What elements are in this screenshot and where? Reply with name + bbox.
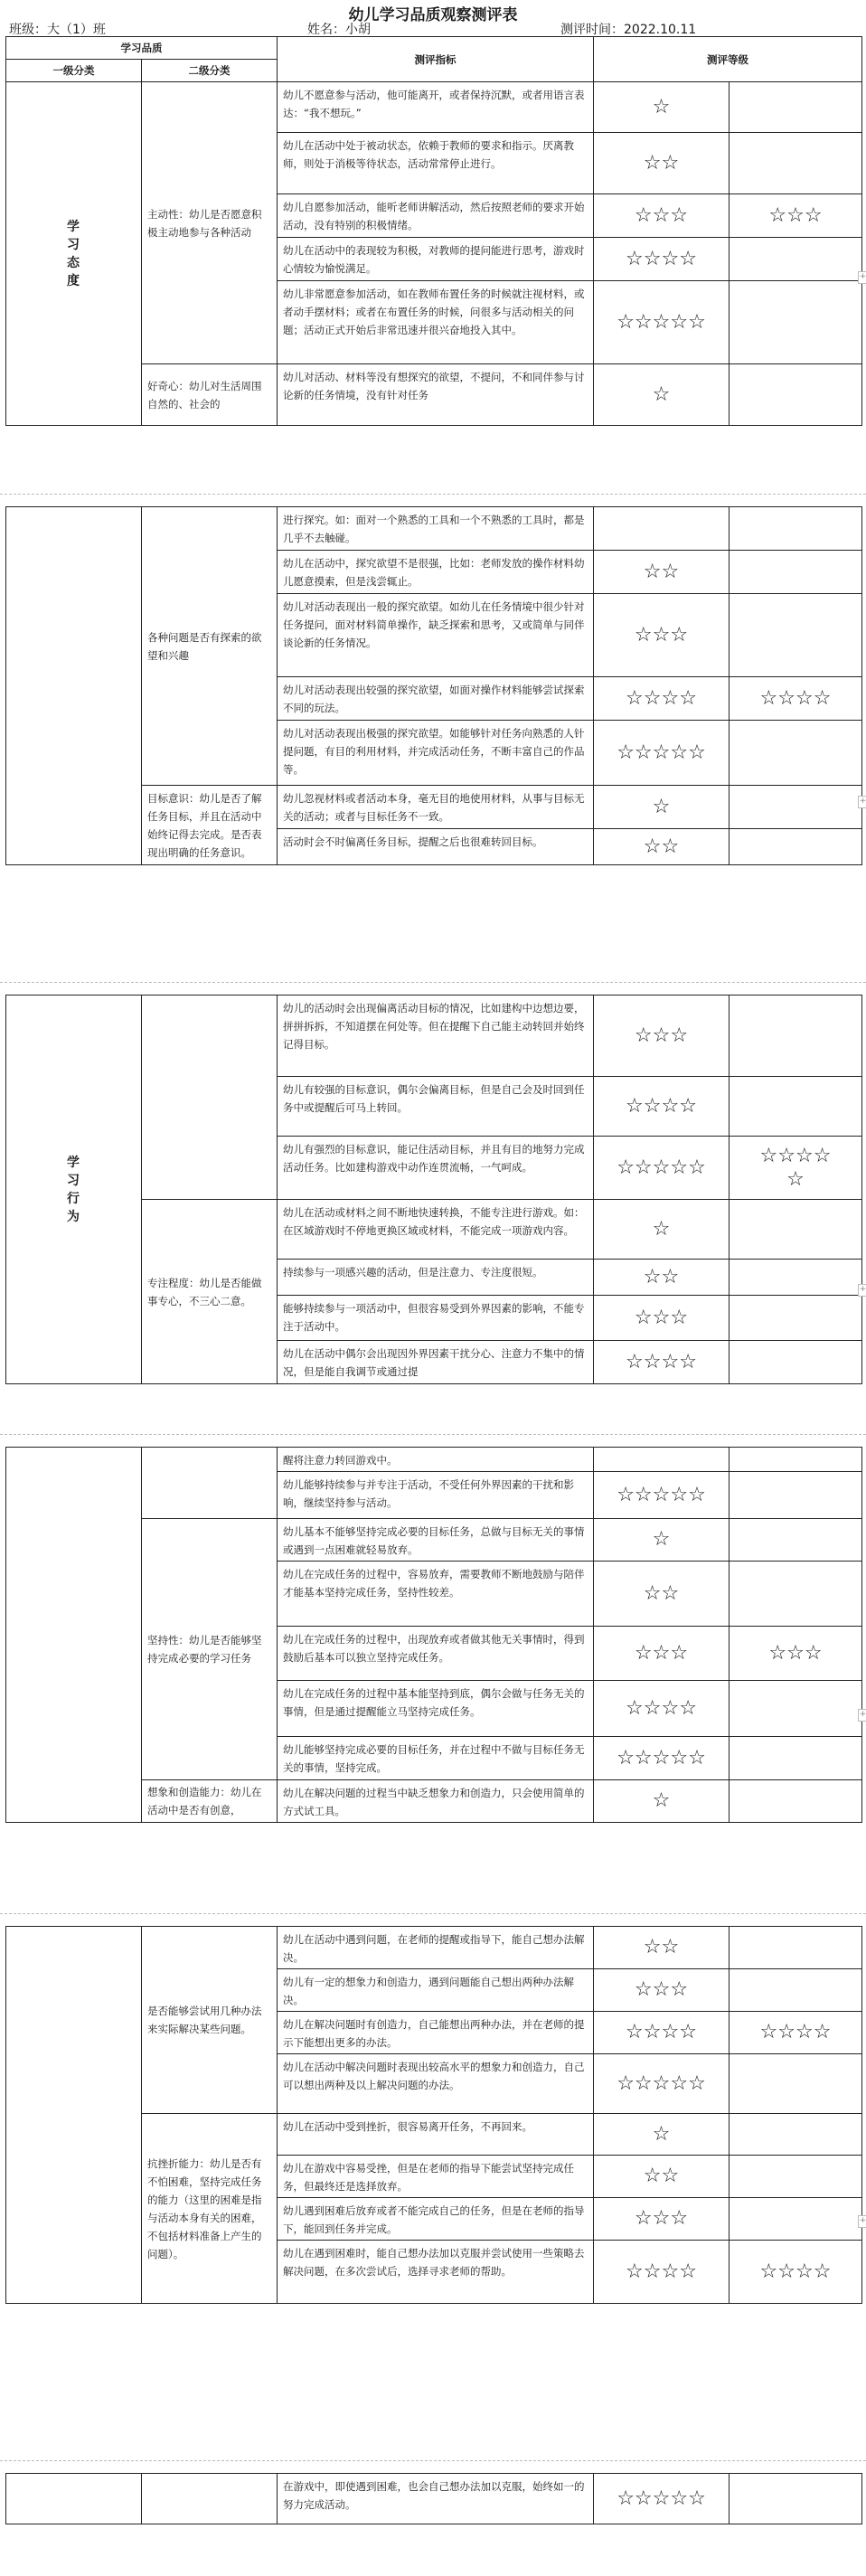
indicator-text: 幼儿在活动或材料之间不断地快速转换，不能专注进行游戏。如：在区域游戏时不停地更换区域或材料，不能完成一项游戏内容。 [278, 1200, 594, 1260]
assessed-score[interactable] [730, 364, 862, 426]
assessed-score[interactable] [730, 829, 862, 865]
indicator-text: 幼儿在活动中受到挫折，很容易离开任务，不再回来。 [278, 2114, 594, 2156]
indicator-text: 幼儿对活动、材料等没有想探究的欲望，不提问，不和同伴参与讨论新的任务情境，没有针对任务 [278, 364, 594, 426]
row-insert-handle[interactable]: + [858, 1284, 866, 1297]
level-stars: ☆ [594, 1200, 730, 1260]
level-stars: ☆☆☆ [594, 594, 730, 677]
indicator-text: 幼儿不愿意参与活动，他可能离开，或者保持沉默，或者用语言表达：“我不想玩。” [278, 82, 594, 133]
indicator-text: 幼儿能够持续参与并专注于活动，不受任何外界因素的干扰和影响，继续坚持参与活动。 [278, 1472, 594, 1519]
level-stars: ☆☆☆☆ [594, 1077, 730, 1137]
assessed-score[interactable]: ☆☆☆ [730, 194, 862, 238]
level-stars: ☆☆☆☆☆ [594, 2474, 730, 2524]
level2-category [142, 1448, 278, 1519]
level2-category: 专注程度：幼儿是否能做事专心，不三心二意。 [142, 1200, 278, 1384]
assessed-score[interactable] [730, 133, 862, 194]
indicator-text: 幼儿能够坚持完成必要的目标任务，并在过程中不做与目标任务无关的事情，坚持完成。 [278, 1737, 594, 1780]
indicator-text: 幼儿在完成任务的过程中基本能坚持到底，偶尔会做与任务无关的事情，但是通过提醒能立马坚持完成任务。 [278, 1681, 594, 1737]
assessed-score[interactable] [730, 1200, 862, 1260]
evaluation-table-page-5 [5, 1926, 862, 2304]
level-stars: ☆☆☆☆☆ [594, 281, 730, 364]
header-rating: 测评等级 [594, 37, 862, 82]
level-stars: ☆☆☆ [594, 194, 730, 238]
level-stars: ☆☆☆☆ [594, 677, 730, 721]
indicator-text: 幼儿遇到困难后放弃或者不能完成自己的任务，但是在老师的指导下，能回到任务并完成。 [278, 2198, 594, 2241]
indicator-text: 幼儿在完成任务的过程中，出现放弃或者做其他无关事情时，得到鼓励后基本可以独立坚持完成任务。 [278, 1627, 594, 1681]
level-stars [594, 507, 730, 551]
assessed-score[interactable] [730, 1737, 862, 1780]
indicator-text: 持续参与一项感兴趣的活动，但是注意力、专注度很短。 [278, 1260, 594, 1296]
assessed-score[interactable] [730, 507, 862, 551]
table-row [6, 507, 862, 551]
evaluation-table-page-2 [5, 506, 862, 865]
evaluation-table-page-1 [5, 36, 862, 426]
assessed-score[interactable] [730, 1681, 862, 1737]
assessed-score[interactable]: ☆☆☆☆ [730, 2012, 862, 2054]
indicator-text: 幼儿有较强的目标意识，偶尔会偏离目标，但是自己会及时回到任务中或提醒后可马上转回。 [278, 1077, 594, 1137]
evaluation-date-field: 测评时间：2022.10.11 [560, 23, 697, 37]
table-row [6, 82, 862, 133]
assessed-score[interactable] [730, 2198, 862, 2241]
assessed-score[interactable] [730, 1077, 862, 1137]
indicator-text: 幼儿对活动表现出较强的探究欲望，如面对操作材料能够尝试探索不同的玩法。 [278, 677, 594, 721]
indicator-text: 幼儿非常愿意参加活动，如在教师布置任务的时候就注视材料，或者动手摆材料；或者在布置任务的时候，问很多与活动相关的问题；活动正式开始后非常迅速并很兴奋地投入其中。 [278, 281, 594, 364]
level1-category [6, 1448, 142, 1823]
row-insert-handle[interactable]: + [858, 796, 866, 808]
page-break-divider [0, 1913, 866, 1915]
level-stars: ☆☆☆ [594, 2198, 730, 2241]
level2-category: 抗挫折能力：幼儿是否有不怕困难，坚持完成任务的能力（这里的困难是指与活动本身有关的困难，不包括材料准备上产生的问题）。 [142, 2114, 278, 2304]
assessed-score[interactable] [730, 1341, 862, 1384]
assessed-score[interactable] [730, 1969, 862, 2012]
assessed-score[interactable] [730, 82, 862, 133]
level1-category: 学 习 态 度 [6, 82, 142, 426]
level-stars: ☆☆☆☆☆ [594, 1737, 730, 1780]
indicator-text: 幼儿对活动表现出一般的探究欲望。如幼儿在任务情境中很少针对任务提问，面对材料简单操作，缺乏探索和思考，又或简单与同伴谈论新的任务情况。 [278, 594, 594, 677]
level2-category: 坚持性：幼儿是否能够坚持完成必要的学习任务 [142, 1519, 278, 1780]
level-stars: ☆ [594, 1780, 730, 1823]
evaluation-table-page-4 [5, 1447, 862, 1823]
level2-category: 各种问题是否有探索的欲望和兴趣 [142, 507, 278, 786]
assessed-score[interactable] [730, 721, 862, 786]
level-stars: ☆☆ [594, 551, 730, 594]
header-learning-quality: 学习品质 [6, 37, 278, 60]
level-stars: ☆☆ [594, 829, 730, 865]
indicator-text: 幼儿在活动中解决问题时表现出较高水平的想象力和创造力，自己可以想出两种及以上解决问题的办法。 [278, 2054, 594, 2114]
row-insert-handle[interactable]: + [858, 271, 866, 284]
class-field: 班级：大（1）班 [9, 23, 106, 37]
indicator-text: 醒将注意力转回游戏中。 [278, 1448, 594, 1472]
assessed-score[interactable] [730, 2054, 862, 2114]
page-break-divider [0, 1434, 866, 1436]
assessed-score[interactable] [730, 2114, 862, 2156]
assessed-score[interactable] [730, 281, 862, 364]
indicator-text: 在游戏中，即使遇到困难，也会自己想办法加以克服，始终如一的努力完成活动。 [278, 2474, 594, 2524]
assessed-score[interactable] [730, 1780, 862, 1823]
level-stars: ☆☆☆ [594, 995, 730, 1077]
indicator-text: 幼儿在游戏中容易受挫，但是在老师的指导下能尝试坚持完成任务，但最终还是选择放弃。 [278, 2156, 594, 2198]
level1-category [6, 507, 142, 865]
student-name-field: 姓名：小胡 [307, 23, 371, 37]
assessed-score[interactable] [730, 238, 862, 281]
level1-category [6, 2474, 142, 2524]
assessed-score[interactable] [730, 1296, 862, 1341]
indicator-text: 幼儿在活动中，探究欲望不是很强，比如：老师发放的操作材料幼儿愿意摸索，但是浅尝辄止。 [278, 551, 594, 594]
level-stars: ☆ [594, 2114, 730, 2156]
level-stars: ☆ [594, 82, 730, 133]
evaluation-table-page-3 [5, 995, 862, 1384]
indicator-text: 进行探究。如：面对一个熟悉的工具和一个不熟悉的工具时，都是几乎不去触碰。 [278, 507, 594, 551]
level2-category: 目标意识：幼儿是否了解任务目标，并且在活动中始终记得去完成。是否表现出明确的任务意识。 [142, 786, 278, 865]
row-insert-handle[interactable]: + [858, 2215, 866, 2228]
assessed-score[interactable]: ☆☆☆☆ [730, 677, 862, 721]
assessed-score[interactable] [730, 2474, 862, 2524]
level-stars [594, 1448, 730, 1472]
level-stars: ☆☆☆☆ [594, 1341, 730, 1384]
page-break-divider [0, 982, 866, 984]
assessed-score[interactable] [730, 786, 862, 829]
header-level2: 二级分类 [142, 60, 278, 82]
page-break-divider [0, 2460, 866, 2462]
indicator-text: 幼儿在遇到困难时，能自己想办法加以克服并尝试使用一些策略去解决问题，在多次尝试后，选择寻求老师的帮助。 [278, 2241, 594, 2304]
level-stars: ☆☆☆☆☆ [594, 1137, 730, 1200]
table-row [6, 995, 862, 1077]
indicator-text: 活动时会不时偏离任务目标，提醒之后也很难转回目标。 [278, 829, 594, 865]
table-row [6, 1927, 862, 1969]
assessed-score[interactable] [730, 551, 862, 594]
assessed-score[interactable] [730, 1519, 862, 1562]
indicator-text: 幼儿基本不能够坚持完成必要的目标任务，总做与目标无关的事情或遇到一点困难就轻易放弃。 [278, 1519, 594, 1562]
indicator-text: 能够持续参与一项活动中，但很容易受到外界因素的影响，不能专注于活动中。 [278, 1296, 594, 1341]
level-stars: ☆☆☆☆ [594, 238, 730, 281]
table-row [6, 1448, 862, 1472]
level2-category: 好奇心：幼儿对生活周围自然的、社会的 [142, 364, 278, 426]
level-stars: ☆☆☆☆ [594, 2012, 730, 2054]
assessed-score[interactable] [730, 1562, 862, 1627]
level-stars: ☆☆☆☆ [594, 1681, 730, 1737]
level-stars: ☆ [594, 1519, 730, 1562]
indicator-text: 幼儿忽视材料或者活动本身，毫无目的地使用材料，从事与目标无关的活动；或者与目标任务不一致。 [278, 786, 594, 829]
indicator-text: 幼儿有一定的想象力和创造力，遇到问题能自己想出两种办法解决。 [278, 1969, 594, 2012]
row-insert-handle[interactable]: + [858, 1709, 866, 1722]
level-stars: ☆☆ [594, 1260, 730, 1296]
level-stars: ☆☆☆☆ [594, 2241, 730, 2304]
level-stars: ☆ [594, 786, 730, 829]
level1-category [6, 1927, 142, 2304]
level-stars: ☆☆☆☆☆ [594, 1472, 730, 1519]
level-stars: ☆☆☆ [594, 1296, 730, 1341]
indicator-text: 幼儿对活动表现出极强的探究欲望。如能够针对任务向熟悉的人针提问题，有目的利用材料，并完成活动任务，不断丰富自己的作品等。 [278, 721, 594, 786]
table-row [6, 2474, 862, 2524]
level2-category: 是否能够尝试用几种办法来实际解决某些问题。 [142, 1927, 278, 2114]
indicator-text: 幼儿在解决问题时有创造力，自己能想出两种办法，并在老师的提示下能想出更多的办法。 [278, 2012, 594, 2054]
page-break-divider [0, 494, 866, 495]
indicator-text: 幼儿在完成任务的过程中，容易放弃，需要教师不断地鼓励与陪伴才能基本坚持完成任务，坚持性较差。 [278, 1562, 594, 1627]
level-stars: ☆☆ [594, 133, 730, 194]
level2-category: 主动性：幼儿是否愿意积极主动地参与各种活动 [142, 82, 278, 364]
assessed-score[interactable]: ☆☆☆☆ [730, 2241, 862, 2304]
assessed-score[interactable] [730, 1472, 862, 1519]
indicator-text: 幼儿在活动中遇到问题，在老师的提醒或指导下，能自己想办法解决。 [278, 1927, 594, 1969]
level2-category [142, 2474, 278, 2524]
indicator-text: 幼儿在活动中处于被动状态，依赖于教师的要求和指示。厌离教师，则处于消极等待状态，活动常常停止进行。 [278, 133, 594, 194]
level-stars: ☆☆ [594, 1562, 730, 1627]
assessed-score[interactable] [730, 594, 862, 677]
level-stars: ☆☆☆ [594, 1627, 730, 1681]
assessed-score[interactable] [730, 995, 862, 1077]
indicator-text: 幼儿自愿参加活动，能听老师讲解活动，然后按照老师的要求开始活动，没有特别的积极情绪。 [278, 194, 594, 238]
header-level1: 一级分类 [6, 60, 142, 82]
level2-category: 想象和创造能力：幼儿在活动中是否有创意， [142, 1780, 278, 1823]
indicator-text: 幼儿在解决问题的过程当中缺乏想象力和创造力，只会使用简单的方式试工具。 [278, 1780, 594, 1823]
indicator-text: 幼儿有强烈的目标意识，能记住活动目标，并且有目的地努力完成活动任务。比如建构游戏中动作连贯流畅，一气呵成。 [278, 1137, 594, 1200]
assessed-score[interactable] [730, 1927, 862, 1969]
level-stars: ☆☆ [594, 1927, 730, 1969]
indicator-text: 幼儿的活动时会出现偏离活动目标的情况，比如建构中边想边要，拼拼拆拆，不知道摆在何处等。但在提醒下自己能主动转回并始终记得目标。 [278, 995, 594, 1077]
assessed-score[interactable] [730, 1260, 862, 1296]
assessed-score[interactable]: ☆☆☆☆ ☆ [730, 1137, 862, 1200]
level-stars: ☆☆☆☆☆ [594, 2054, 730, 2114]
header-indicator: 测评指标 [278, 37, 594, 82]
indicator-text: 幼儿在活动中的表现较为积极，对教师的提问能进行思考，游戏时心情较为愉悦满足。 [278, 238, 594, 281]
level1-category: 学 习 行 为 [6, 995, 142, 1384]
level-stars: ☆☆☆ [594, 1969, 730, 2012]
indicator-text: 幼儿在活动中偶尔会出现因外界因素干扰分心、注意力不集中的情况，但是能自我调节或通过提 [278, 1341, 594, 1384]
assessed-score[interactable] [730, 1448, 862, 1472]
level2-category [142, 995, 278, 1200]
evaluation-table-page-6 [5, 2473, 862, 2524]
assessed-score[interactable] [730, 2156, 862, 2198]
level-stars: ☆☆☆☆☆ [594, 721, 730, 786]
level-stars: ☆ [594, 364, 730, 426]
level-stars: ☆☆ [594, 2156, 730, 2198]
assessed-score[interactable]: ☆☆☆ [730, 1627, 862, 1681]
document-title: 幼儿学习品质观察测评表 [348, 6, 518, 24]
